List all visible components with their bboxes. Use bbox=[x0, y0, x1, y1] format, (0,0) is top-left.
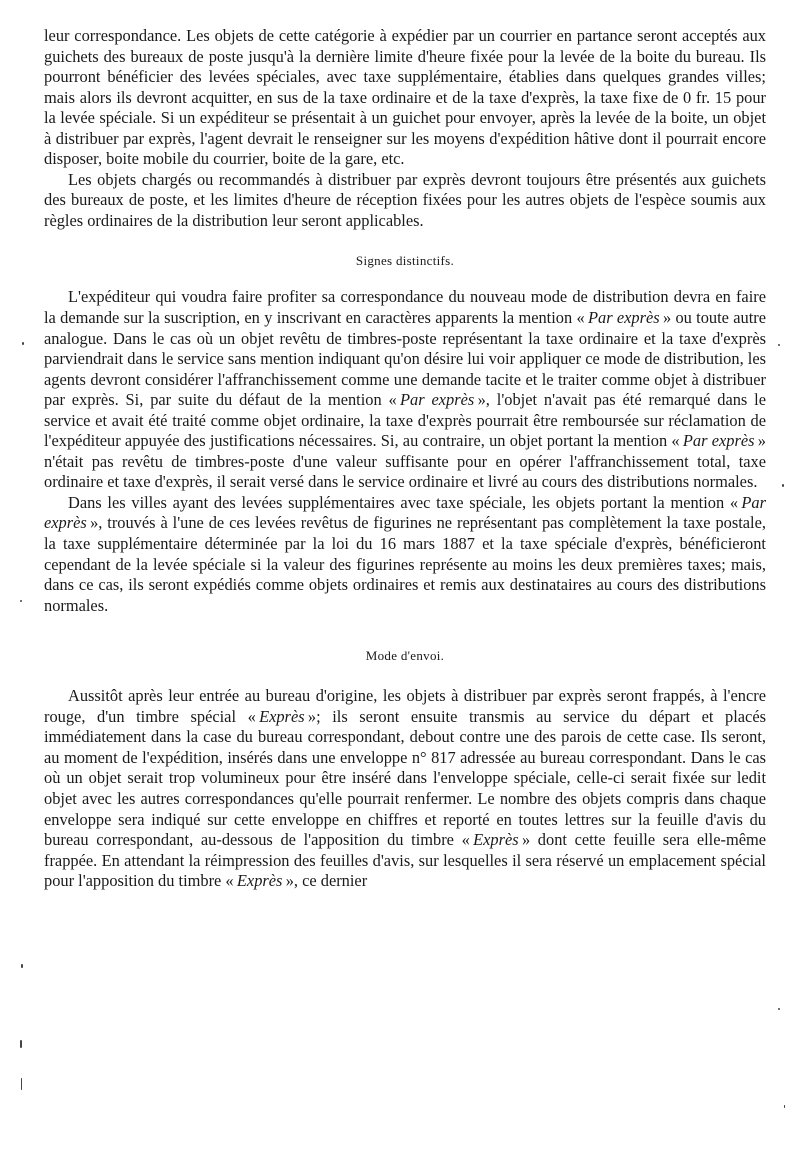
scan-speck bbox=[20, 600, 22, 602]
paragraph-objets-charges: Les objets chargés ou recommandés à distribuer par exprès devront toujours être présentés aux guichets des bureaux de poste, et les limites d'heure de réception fixées pour les autres objets de l'espèce soumis aux règles ordinaires de la distribution leur seront applicables. bbox=[44, 169, 766, 230]
italic-mention: Par exprès bbox=[44, 492, 766, 533]
scan-speck bbox=[778, 344, 780, 346]
scan-speck bbox=[22, 342, 24, 345]
scan-speck bbox=[782, 484, 784, 487]
text-run: »; ils seront ensuite transmis au service du départ et placés immédiatement dans la case du bureau correspondant, debout contre une des parois de cette case. Ils seront, au moment de l'expédition, insérés dans une enveloppe n° 817 adressée au bureau correspondant. Dans le cas où un objet serait trop volumineux pour être inséré dans l'enveloppe spéciale, celle-ci serait fixée sur ledit objet avec les autres correspondances qu'elle pourrait renfermer. Le nombre des objets compris dans chaque enveloppe sera indiqué sur cette enveloppe en chiffres et reporté en toutes lettres sur la feuille d'avis du bureau correspondant, au-dessous de l'apposition du timbre « bbox=[44, 706, 766, 850]
paragraph-levees-supplementaires bbox=[44, 493, 766, 616]
italic-mention: Exprès bbox=[259, 706, 305, 726]
text-run: », trouvés à l'une de ces levées revêtus de figurines ne représentant pas complètement la taxe postale, la taxe supplémentaire déterminée par la loi du 16 mars 1887 et la taxe spéciale d'exprès, bénéficieront cependant de la levée spéciale si la valeur des figurines représente au moins les deux premières taxes; mais, dans ce cas, ils seront expédiés comme objets ordinaires et remis aux destinataires au cours des distributions normales. bbox=[44, 513, 766, 615]
text-run: L'expéditeur qui voudra faire profiter sa correspondance du nouveau mode de distribution devra en faire la demande sur la suscription, en y inscrivant en caractères apparents la mention « bbox=[44, 287, 766, 328]
text-run: Aussitôt après leur entrée au bureau d'origine, les objets à distribuer par exprès seront frappés, à l'encre rouge, d'un timbre spécial « bbox=[44, 686, 766, 726]
text-run: », l'objet n'avait pas été remarqué dans le service et avait été traité comme objet ordinaire, la taxe d'exprès pourrait être remboursée sur réclamation de l'expéditeur appuyée des justifications nécessaires. Si, au contraire, un objet portant la mention « bbox=[44, 390, 766, 451]
italic-mention: Exprès bbox=[236, 871, 283, 891]
text-run: » ou toute autre analogue. Dans le cas où un objet revêtu de timbres-poste représentant la taxe ordinaire et la taxe d'exprès parviendrait dans le service sans mention indiquant qu'on désire lui voir appliquer ce mode de distribution, les agents devront considérer l'affranchissement comme une demande tacite et le traiter comme objet à distribuer par exprès. Si, par suite du défaut de la mention « bbox=[44, 308, 766, 410]
scan-speck bbox=[784, 1105, 785, 1108]
italic-mention: Par exprès bbox=[587, 308, 660, 328]
italic-mention: Exprès bbox=[473, 830, 519, 850]
paragraph-bureau-origine bbox=[44, 686, 766, 891]
text-run: », ce dernier bbox=[285, 871, 368, 891]
scan-speck bbox=[21, 1078, 22, 1090]
document-page bbox=[44, 26, 766, 892]
section-heading-mode-envoi: Mode d'envoi. bbox=[365, 648, 445, 664]
paragraph-mention-par-expres bbox=[44, 287, 766, 492]
scan-speck bbox=[20, 1040, 22, 1048]
section-heading-signes-distinctifs: Signes distinctifs. bbox=[355, 253, 455, 269]
paragraph-levees: leur correspondance. Les objets de cette catégorie à expédier par un courrier en partance seront acceptés aux guichets des bureaux de poste jusqu'à la dernière limite d'heure fixée pour la levée de la boite du bureau. Ils pourront bénéficier des levées spéciales, avec taxe supplémentaire, établies dans quelques grandes villes; mais alors ils devront acquitter, en sus de la taxe ordinaire et de la taxe d'exprès, la taxe fixe de 0 fr. 15 pour la levée spéciale. Si un expéditeur se présentait à un guichet pour envoyer, après la levée de la boite, un objet à distribuer par exprès, l'agent devrait le renseigner sur les moyens d'expédition hâtive dont il pourrait encore disposer, boite mobile du courrier, boite de la gare, etc. bbox=[44, 26, 766, 169]
scan-speck bbox=[21, 964, 23, 968]
text-run: » dont cette feuille sera elle-même frappée. En attendant la réimpression des feuilles d'avis, sur lesquelles il sera réservé un emplacement spécial pour l'apposition du timbre « bbox=[44, 830, 766, 891]
italic-mention: Par exprès bbox=[682, 431, 755, 451]
text-run: » n'était pas revêtu de timbres-poste d'une valeur suffisante pour en opérer l'affranchissement total, taxe ordinaire et taxe d'exprès, il serait versé dans le service ordinaire et livré au cours des distributions normales. bbox=[44, 431, 766, 492]
italic-mention: Par exprès bbox=[400, 390, 475, 410]
text-run: Dans les villes ayant des levées supplémentaires avec taxe spéciale, les objets portant la mention « bbox=[68, 492, 739, 512]
scan-speck bbox=[778, 1008, 780, 1010]
